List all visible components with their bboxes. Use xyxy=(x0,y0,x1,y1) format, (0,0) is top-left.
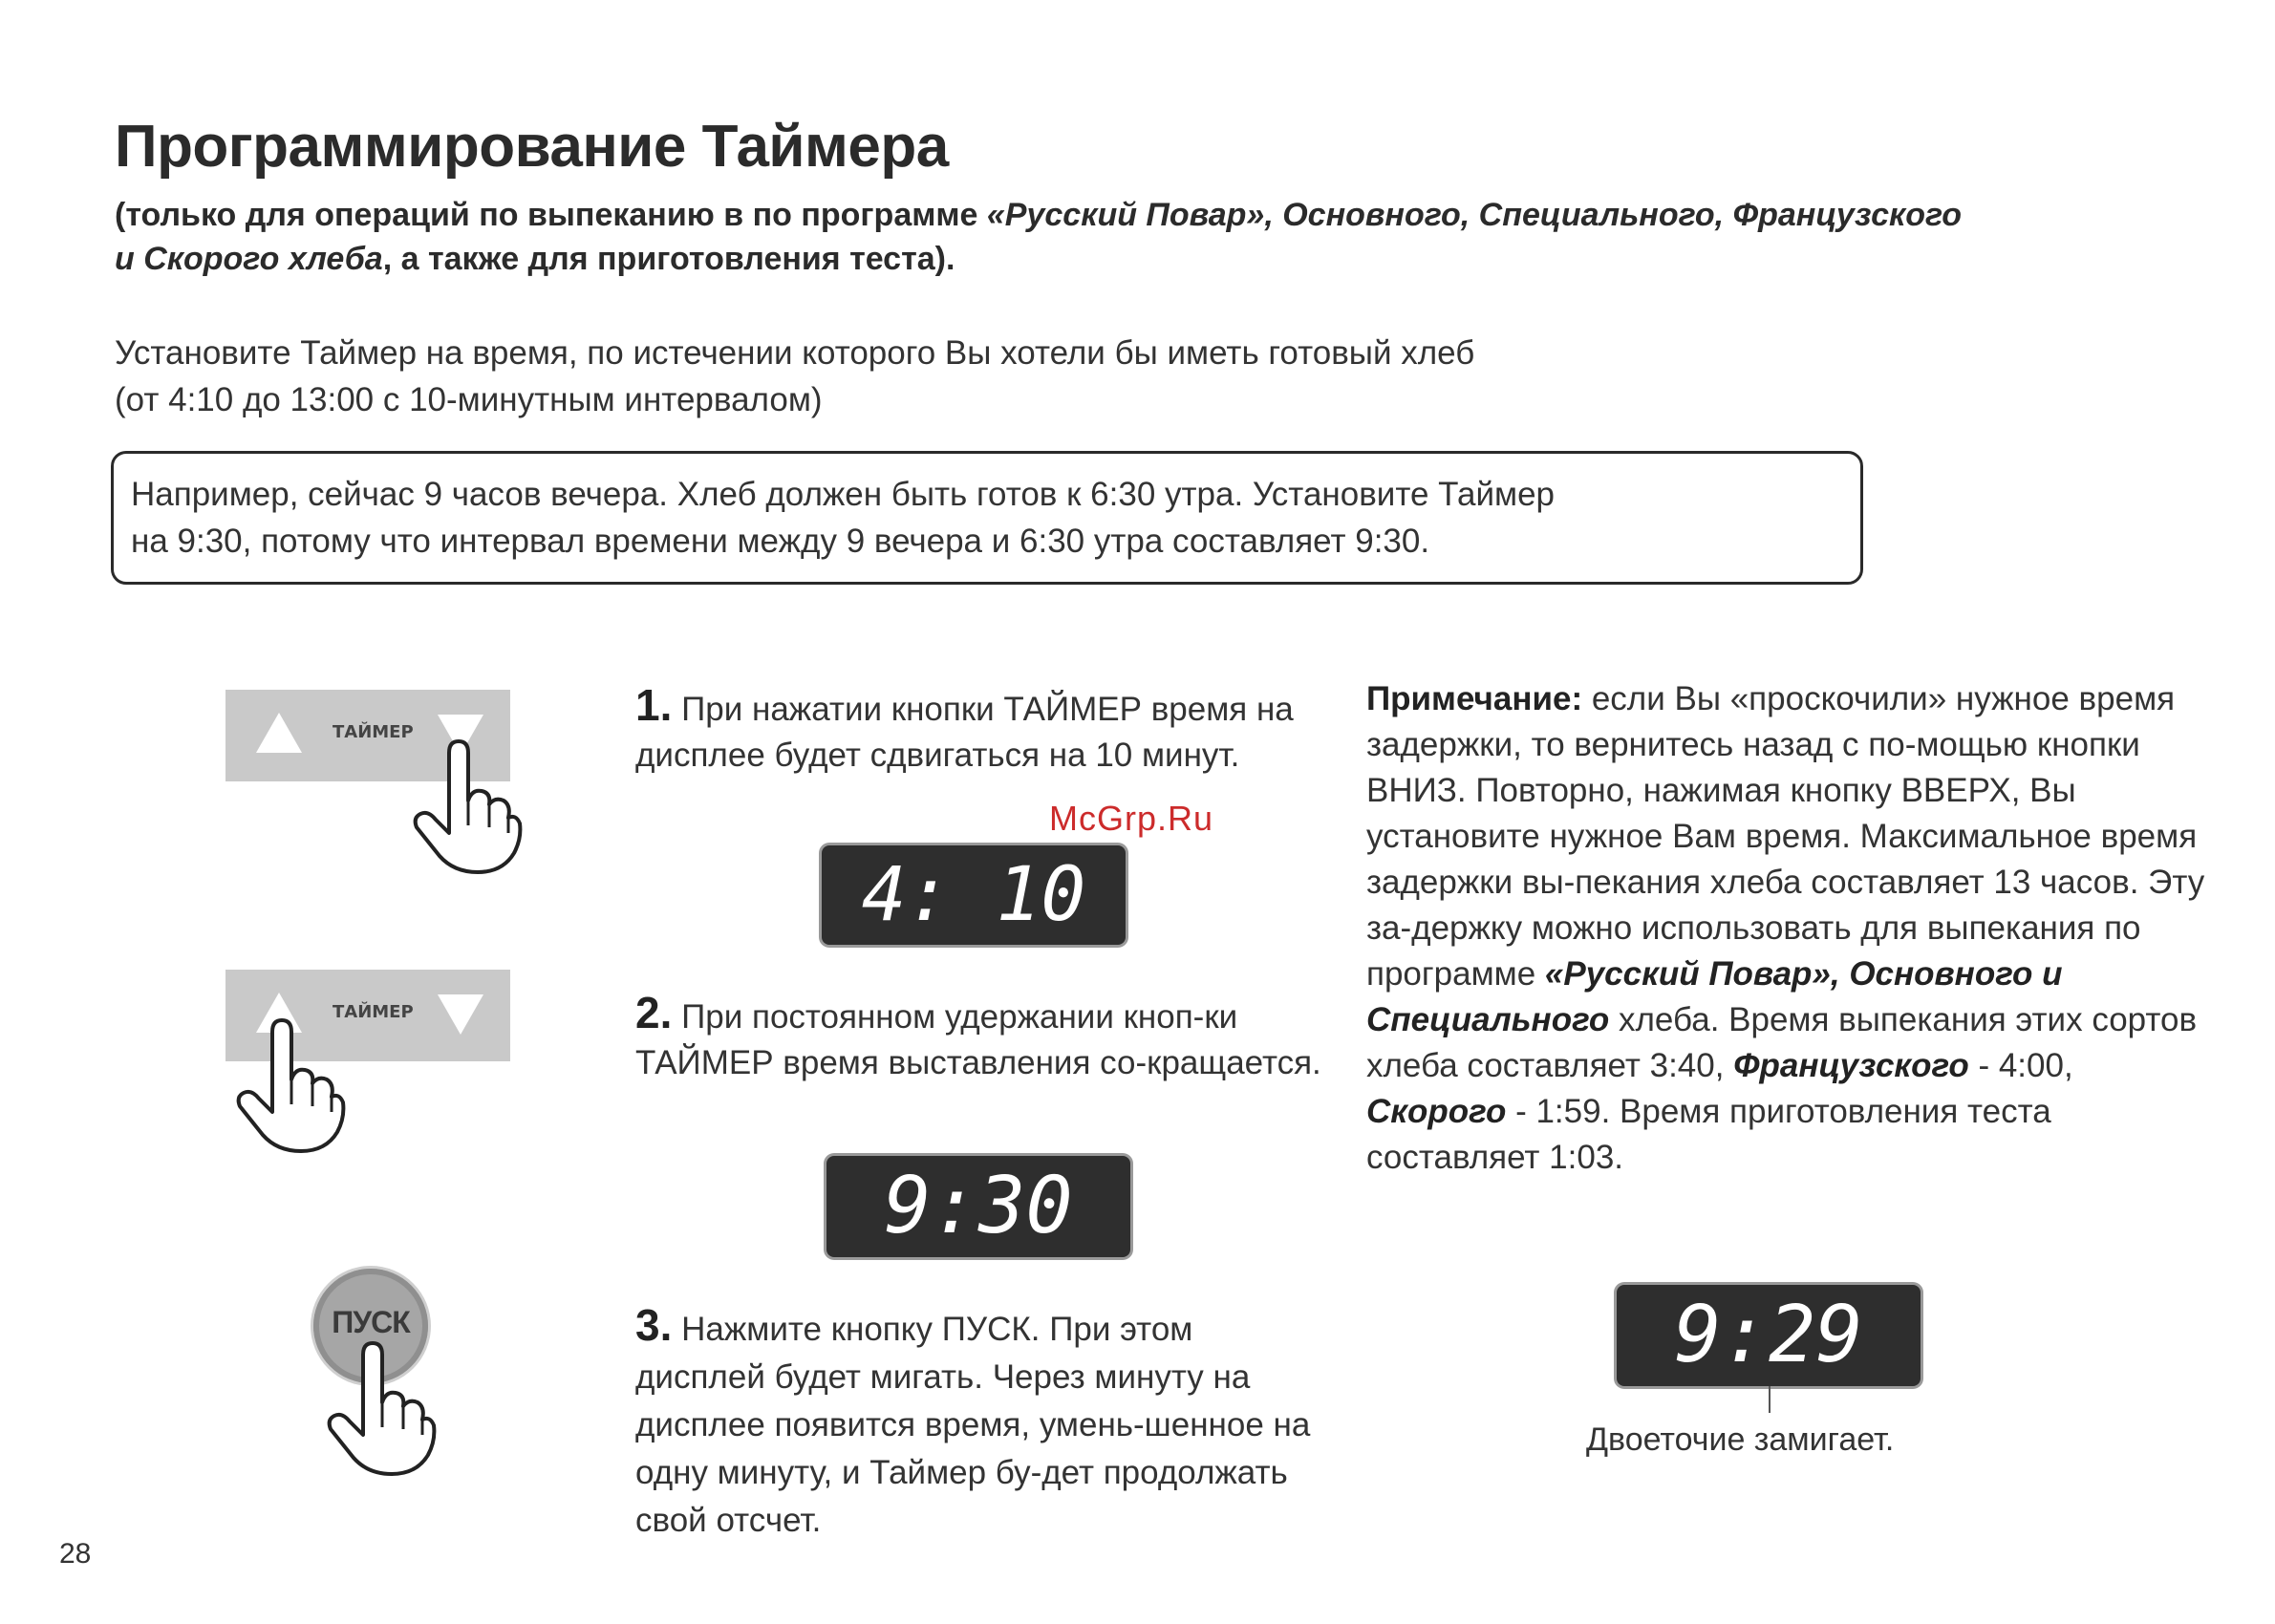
example-box xyxy=(111,451,1863,585)
step-1 xyxy=(635,682,1304,779)
watermark: McGrp.Ru xyxy=(1049,799,1214,838)
hand-pointer-icon xyxy=(325,1336,440,1479)
arrow-up-icon[interactable] xyxy=(254,711,304,755)
subtitle-part: (только для операций по выпеканию в по программе xyxy=(115,197,987,233)
timer-display: 4: 10 xyxy=(822,845,1126,945)
hand-pointer-icon xyxy=(234,1013,349,1156)
note-label: Примечание: xyxy=(1366,680,1583,717)
step-text: При постоянном удержании кноп-ки ТАЙМЕР время выставления со-кращается. xyxy=(635,998,1321,1081)
subtitle-part: , а также для приготовления теста). xyxy=(382,241,955,277)
page-number: 28 xyxy=(59,1538,92,1570)
intro-text xyxy=(115,330,1474,423)
note-part: хлеба. Время выпекания этих сортов хлеба составляет 3:40, xyxy=(1366,1001,2198,1084)
step-number: 3. xyxy=(635,1300,673,1350)
step-text: При нажатии кнопки ТАЙМЕР время на дисплее будет сдвигаться на 10 минут. xyxy=(635,691,1294,774)
timer-display: 9:30 xyxy=(826,1156,1130,1257)
subtitle-italic: «Русский Повар», Основного, Специального, Французского xyxy=(986,197,1963,233)
subtitle-italic: и Скорого хлеба xyxy=(115,241,383,277)
step-number: 2. xyxy=(635,988,673,1037)
colon-caption: Двоеточие замигает. xyxy=(1586,1421,1895,1458)
intro-line: (от 4:10 до 13:00 с 10-минутным интервалом) xyxy=(115,381,823,418)
note-part: если Вы «проскочили» нужное время задержки, то вернитесь назад с по-мощью кнопки ВНИЗ. Повторно, нажимая кнопку ВВЕРХ, Вы установите нужное Вам время. Максимальное время задержки вы-пекания хлеба составляет 13 часов. Эту за-держку можно использовать для выпекания по программе xyxy=(1366,680,2205,993)
timer-display-final: 9:29 xyxy=(1617,1285,1921,1386)
step-text: Нажмите кнопку ПУСК. При этом дисплей будет мигать. Через минуту на дисплее появится время, умень-шенное на одну минуту, и Таймер бу-дет продолжать свой отсчет. xyxy=(635,1311,1311,1539)
start-button-label: ПУСК xyxy=(332,1305,410,1339)
timer-label: ТАЙМЕР xyxy=(333,1002,414,1022)
hand-pointer-icon xyxy=(411,734,526,877)
note-text xyxy=(1366,676,2207,1181)
step-3 xyxy=(635,1301,1323,1545)
note-part: - 1:59. Время приготовления теста составляет 1:03. xyxy=(1366,1093,2051,1176)
colon-pointer-line xyxy=(1769,1386,1771,1413)
step-2 xyxy=(635,990,1323,1086)
note-italic: Французского xyxy=(1733,1047,1969,1084)
page-title: Программирование Таймера xyxy=(115,114,949,180)
note-italic: Скорого xyxy=(1366,1093,1507,1130)
example-line: на 9:30, потому что интервал времени между 9 вечера и 6:30 утра составляет 9:30. xyxy=(131,523,1430,560)
step-number: 1. xyxy=(635,680,673,730)
timer-label: ТАЙМЕР xyxy=(333,722,414,742)
note-part: - 4:00, xyxy=(1968,1047,2073,1084)
example-line: Например, сейчас 9 часов вечера. Хлеб должен быть готов к 6:30 утра. Установите Таймер xyxy=(131,476,1555,513)
arrow-down-icon[interactable] xyxy=(436,993,485,1036)
subtitle xyxy=(115,193,2159,281)
intro-line: Установите Таймер на время, по истечении которого Вы хотели бы иметь готовый хлеб xyxy=(115,334,1475,372)
note-italic: «Русский Повар», Основного и Специального xyxy=(1366,955,2063,1038)
